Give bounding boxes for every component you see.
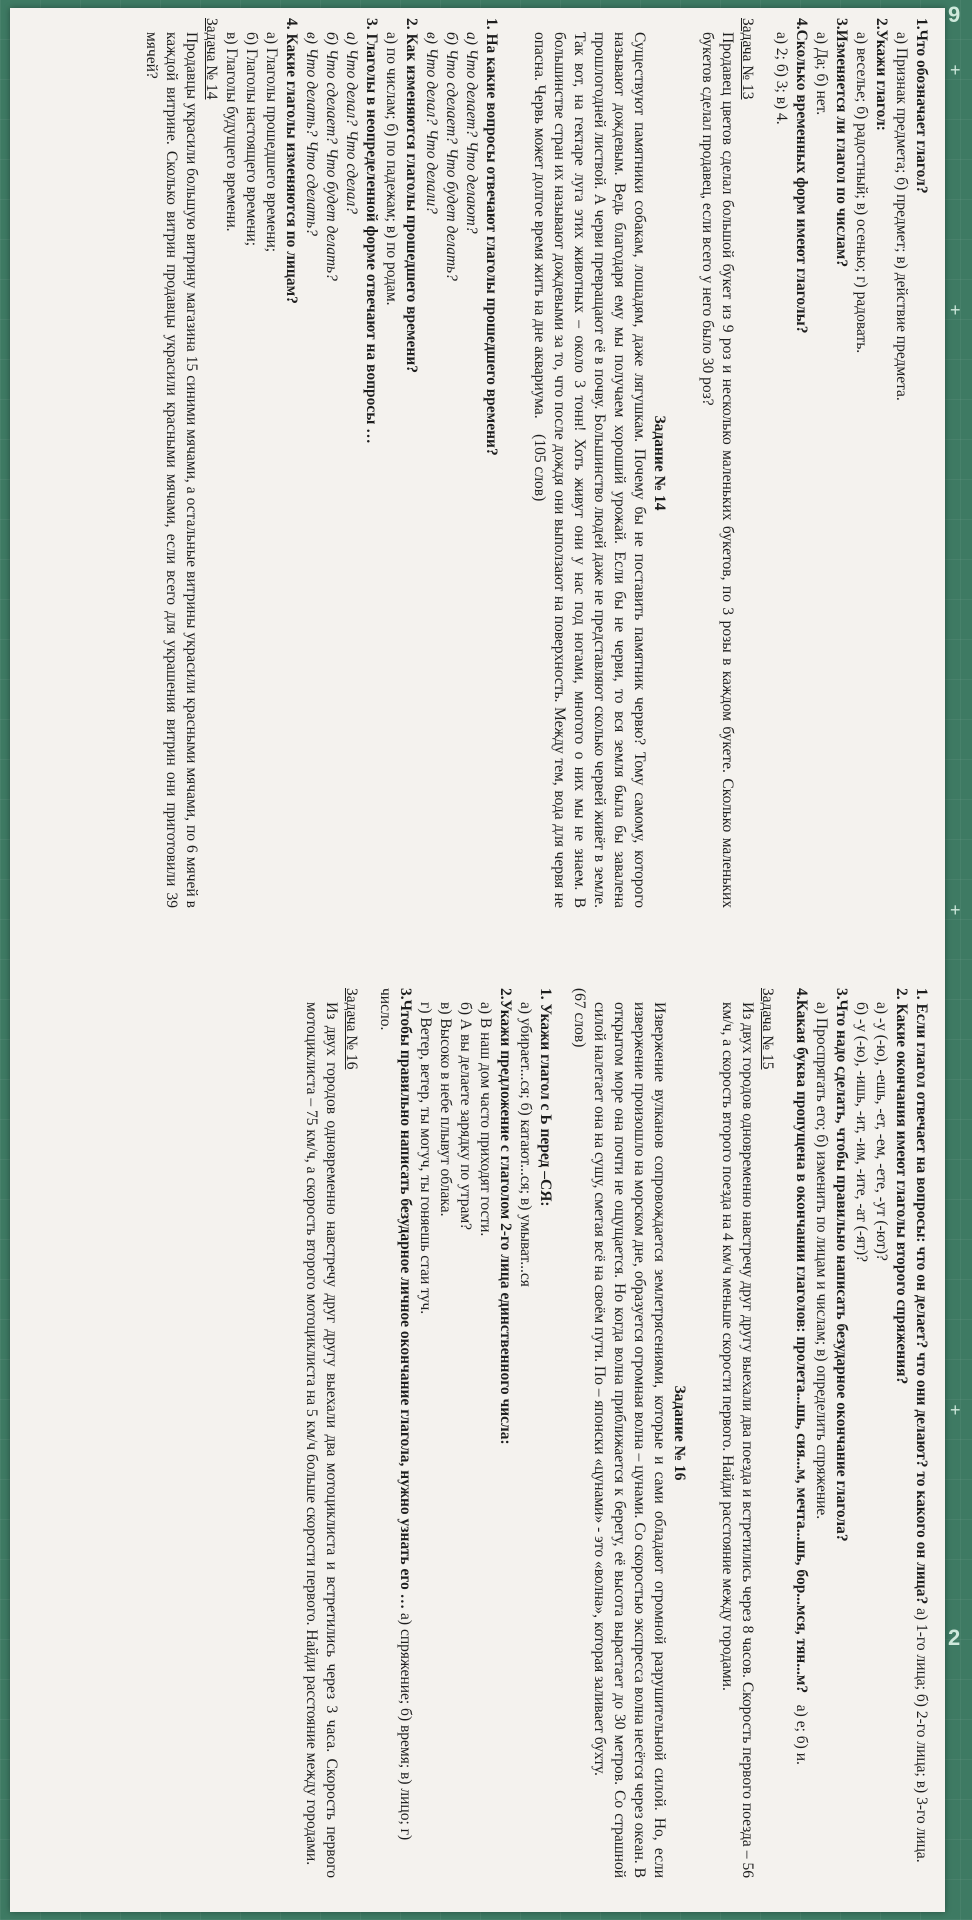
mat-grid-plus: + [950,300,961,320]
assignment-14-title: Задание № 14 [651,415,668,511]
question-3-options: а) Да; б) нет. [813,32,830,116]
task-16-label: Задача № 16 [343,988,360,1070]
test-3-title-text: 3.Чтобы правильно написать безударное личное окончание глагола, нужно узнать его … [397,988,414,1610]
test-2-option-c: в) Высоко в небе плывут облака. [437,1002,454,1217]
assignment-16-title: Задание № 16 [671,1385,688,1481]
test-2-title: 2. Как изменяются глаголы прошедшего времени? [403,18,420,374]
question-3-options: а) Проспрягать его; б) изменить по лицам и числам; в) определить спряжение. [813,1002,830,1520]
question-4-title-text: 4.Какая буква пропущена в окончании глаголов: пролета...шь, сия...м, мечта...шь, бор...мся, тян...м? [793,988,810,1694]
task-16-text: Из двух городов одновременно навстречу друг другу выехали два мотоциклиста и встретились через 3 часа. Скорость первого мотоциклиста – 75 км/ч, а скорость второго мотоциклиста на 5 км/ч больше скорости первого. Найди расстояние между городами. [303,1002,340,1878]
question-1-options: а) 1-го лица; б) 2-го лица; в) 3-го лица. [913,1608,930,1863]
task-15-text: Из двух городов одновременно навстречу друг другу выехали два поезда и встретились через 8 часов. Скорость первого поезда – 56 км/ч, а скорость второго поезда на 4 км/ч меньше скорости первого. Найди расстояние между городами. [719,1002,756,1878]
question-2-title: 2. Какие окончания имеют глаголы второго спряжения? [893,988,910,1385]
test-3-option-b: б) Что сделает? Что будет делать? [323,32,340,281]
test-3-option-a: а) Что делал? Что сделал? [343,32,360,214]
test-1-title: 1. На какие вопросы отвечают глаголы прошедшего времени? [483,18,500,456]
mat-grid-plus: + [950,1400,961,1420]
assignment-16-word-count: (67 слов) [571,988,588,1048]
question-3-title: 3.Изменяется ли глагол по числам? [833,18,850,268]
mat-mark-9: 9 [948,2,961,27]
question-4-options: а) е; б) и. [793,1704,810,1765]
mat-grid-plus: + [950,900,961,920]
left-column [141,18,931,908]
test-4-option-b: б) Глаголы настоящего времени; [243,32,260,247]
right-column [301,988,931,1878]
test-4-title: 4. Какие глаголы изменяются по лицам? [283,18,300,304]
mat-mark-2: 2 [948,1625,961,1650]
test-1-options: а) убирает...ся; б) катают...ся; в) умыват...ся [517,1002,534,1287]
question-4-options: а) 2; б) 3; в) 4. [773,32,790,125]
test-1-option-b: б) Что сделает? Что будет делать? [443,32,460,281]
task-14-label: Задача № 14 [203,18,220,100]
test-2-option-a: а) В наш дом часто приходят гости. [477,1002,494,1237]
assignment-14-body: Существуют памятники собакам, лошадям, даже лягушкам. Почему бы не поставить памятник червю? Тому самому, которого называют дождевым. Ведь благодаря ему мы получаем хороший урожай. Если бы не черви, то вся земля была бы завалена прошлогодней листвой. А черви превращают её в почву. Большинство людей даже не представляют сколько червей живёт в земле. Так вот, на гектаре луга этих животных – около 3 тонн! Хоть живут они у нас под ногами, многого о них мы не знаем. В большинстве стран их называют дождевыми за то, что после дождя они выползают на поверхность. Между тем, вода для червя не опасна. Червь может долгое время жить на дне аквариума. [531,32,648,908]
assignment-16-text: Извержение вулканов сопровождается землетрясениями, которые и сами обладают огромной разрушительной силой. Но, если извержение произошло на морском дне, образуется огромная волна – цунами. Со скоростью экспресса волна несётся через океан. В открытом море она почти не ощущается. Но когда волна приближается к берегу, её высота вырастает до 30 метров. Со страшной силой налетает она на сушу, сметая всё на своём пути. По – японски «цунами» - это «волна», которая заливает бухту. [591,1002,668,1878]
question-2-option-b: б) -у (-ю), -ишь, -ит, -им, -ите, -ат (-ят)? [853,1002,870,1262]
question-2-title: 2.Укажи глагол: [873,18,890,131]
test-4-option-a: а) Глаголы прошедшего времени; [263,32,280,253]
question-1-title [911,988,931,1878]
task-13-text: Продавец цветов сделал большой букет из 9 роз и несколько маленьких букетов, по 3 розы в каждом букете. Сколько маленьких букетов сделал продавец, если всего у него было 30 роз? [699,32,736,908]
assignment-14-text [529,18,649,908]
test-2-options: а) по числам; б) по падежам; в) по родам. [383,32,400,306]
mat-grid-plus: + [950,60,961,80]
test-3-title [375,988,415,1878]
assignment-14-word-count: (105 слов) [531,434,548,502]
task-14-text: Продавцы украсили большую витрину магазина 15 синими мячами, а остальные витрины украсили красными мячами, по 6 мячей в каждой витрине. Сколько витрин продавцы украсили красными мячами, если всего для украшения витрин они приготовили 39 мячей? [143,32,200,908]
question-2-options: а) веселье; б) радостный; в) осенью; г) радовать. [853,32,870,354]
test-2-title: 2.Укажи предложение с глаголом 2-го лица единственного числа: [497,988,514,1445]
test-3-title: 3. Глаголы в неопределенной форме отвечают на вопросы … [363,18,380,444]
question-1-title-text: 1. Если глагол отвечает на вопросы: что он делает? что они делают? то какого он лица? [913,988,930,1605]
test-1-option-c: в) Что делал? Что делали? [423,32,440,214]
rotated-page [10,8,945,1912]
test-3-option-c: в) Что делать? Что сделать? [303,32,320,236]
test-3-options: а) спряжение; б) время; в) лицо; г) число. [377,988,414,1841]
question-4-title [791,988,811,1878]
test-1-option-a: а) Что делает? Что делают? [463,32,480,234]
test-4-option-c: в) Глаголы будущего времени. [223,32,240,232]
task-13-label: Задача № 13 [739,18,756,100]
question-2-option-a: а) -у (-ю), -ешь, -ет, -ем, -ете, -ут (-ют)? [873,1002,890,1261]
test-1-title: 1. Укажи глагол с Ь перед –СЯ: [537,988,554,1207]
task-15-label: Задача № 15 [759,988,776,1070]
question-3-title: 3.Что надо сделать, чтобы правильно написать безударное окончание глагола? [833,988,850,1542]
question-4-title: 4.Сколько временных форм имеют глаголы? [793,18,810,334]
test-2-option-b: б) А вы делаете зарядку по утрам? [457,1002,474,1231]
test-2-option-d: г) Ветер, ветер, ты могуч, ты гоняешь стаи туч. [417,1002,434,1315]
question-1-title: 1.Что обозначает глагол? [913,18,930,194]
worksheet-paper [10,8,945,1912]
question-1-options: а) Признак предмета; б) предмет; в) действие предмета. [893,32,910,401]
